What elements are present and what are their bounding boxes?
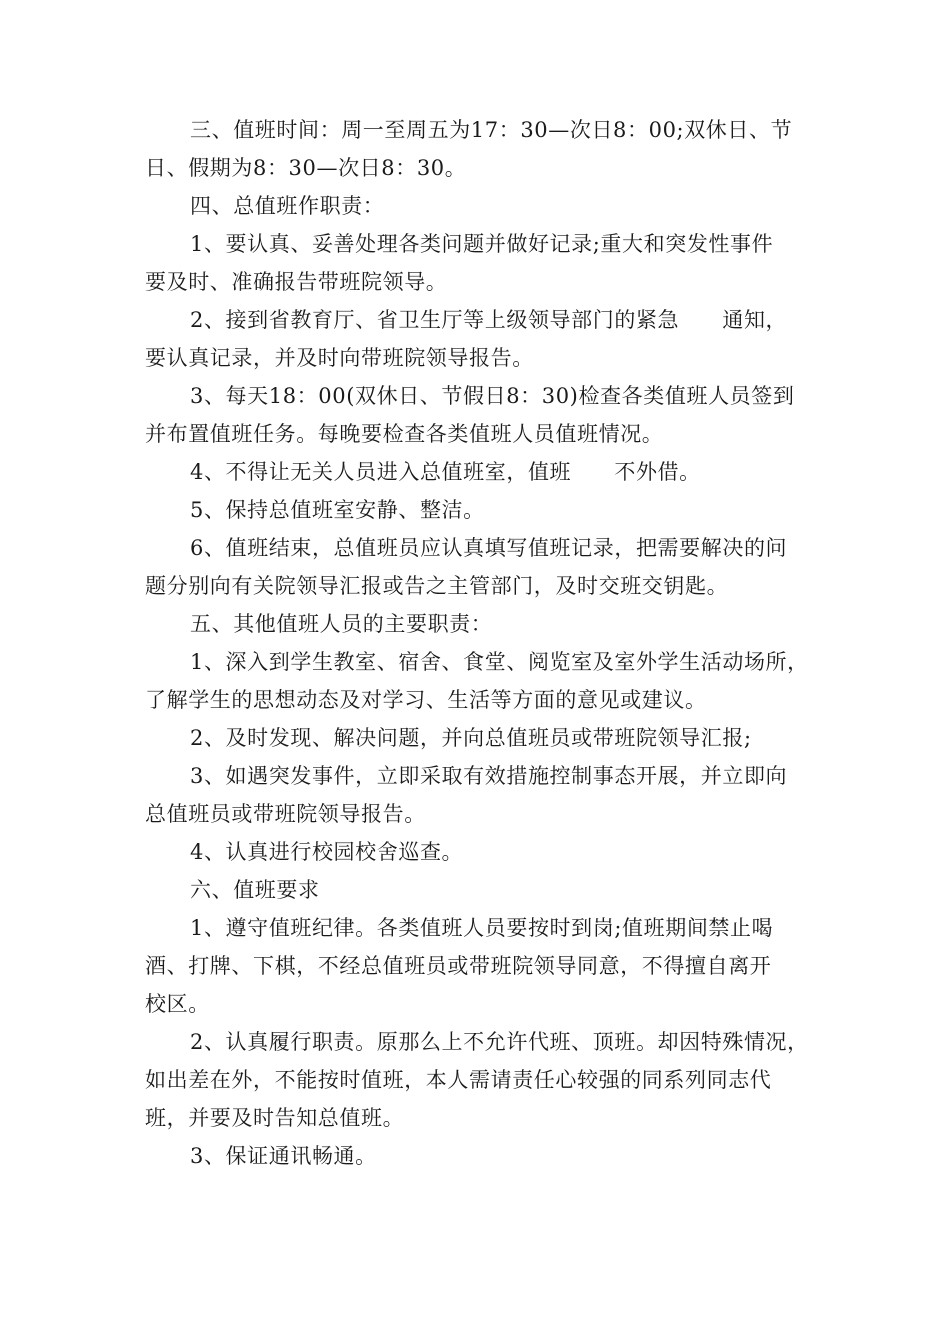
paragraph-line: 6、值班结束，总值班员应认真填写值班记录，把需要解决的问 — [190, 536, 788, 560]
paragraph-line: 3、保证通讯畅通。 — [190, 1144, 377, 1168]
paragraph-line: 4、不得让无关人员进入总值班室，值班 不外借。 — [190, 460, 701, 484]
paragraph-line: 4、认真进行校园校舍巡查。 — [190, 840, 464, 864]
paragraph-line: 三、值班时间：周一至周五为17：30—次日8：00;双休日、节 — [190, 118, 793, 142]
paragraph-line: 5、保持总值班室安静、整洁。 — [190, 498, 485, 522]
paragraph-line: 1、要认真、妥善处理各类问题并做好记录;重大和突发性事件 — [190, 232, 774, 256]
section-heading: 五、其他值班人员的主要职责： — [190, 612, 493, 636]
section-heading: 六、值班要求 — [190, 878, 320, 902]
paragraph-line: 班，并要及时告知总值班。 — [145, 1106, 405, 1130]
paragraph-line: 1、遵守值班纪律。各类值班人员要按时到岗;值班期间禁止喝 — [190, 916, 774, 940]
paragraph-line: 了解学生的思想动态及对学习、生活等方面的意见或建议。 — [145, 688, 707, 712]
paragraph-line: 如出差在外，不能按时值班，本人需请责任心较强的同系列同志代 — [145, 1068, 772, 1092]
paragraph-line: 酒、打牌、下棋，不经总值班员或带班院领导同意，不得擅自离开 — [145, 954, 772, 978]
section-heading: 四、总值班作职责： — [190, 194, 385, 218]
paragraph-line: 并布置值班任务。每晚要检查各类值班人员值班情况。 — [145, 422, 664, 446]
paragraph-line: 3、每天18：00(双休日、节假日8：30)检查各类值班人员签到 — [190, 384, 795, 408]
paragraph-line: 要认真记录，并及时向带班院领导报告。 — [145, 346, 534, 370]
paragraph-line: 校区。 — [145, 992, 210, 1016]
paragraph-line: 题分别向有关院领导汇报或告之主管部门，及时交班交钥匙。 — [145, 574, 729, 598]
paragraph-line: 总值班员或带班院领导报告。 — [145, 802, 426, 826]
paragraph-line: 3、如遇突发事件，立即采取有效措施控制事态开展，并立即向 — [190, 764, 788, 788]
paragraph-line: 2、认真履行职责。原那么上不允许代班、顶班。却因特殊情况， — [190, 1030, 809, 1054]
paragraph-line: 2、及时发现、解决问题，并向总值班员或带班院领导汇报; — [190, 726, 752, 750]
paragraph-line: 2、接到省教育厅、省卫生厅等上级领导部门的紧急 通知， — [190, 308, 788, 332]
paragraph-line: 要及时、准确报告带班院领导。 — [145, 270, 448, 294]
paragraph-line: 1、深入到学生教室、宿舍、食堂、阅览室及室外学生活动场所， — [190, 650, 809, 674]
paragraph-line: 日、假期为8：30—次日8：30。 — [145, 156, 467, 180]
